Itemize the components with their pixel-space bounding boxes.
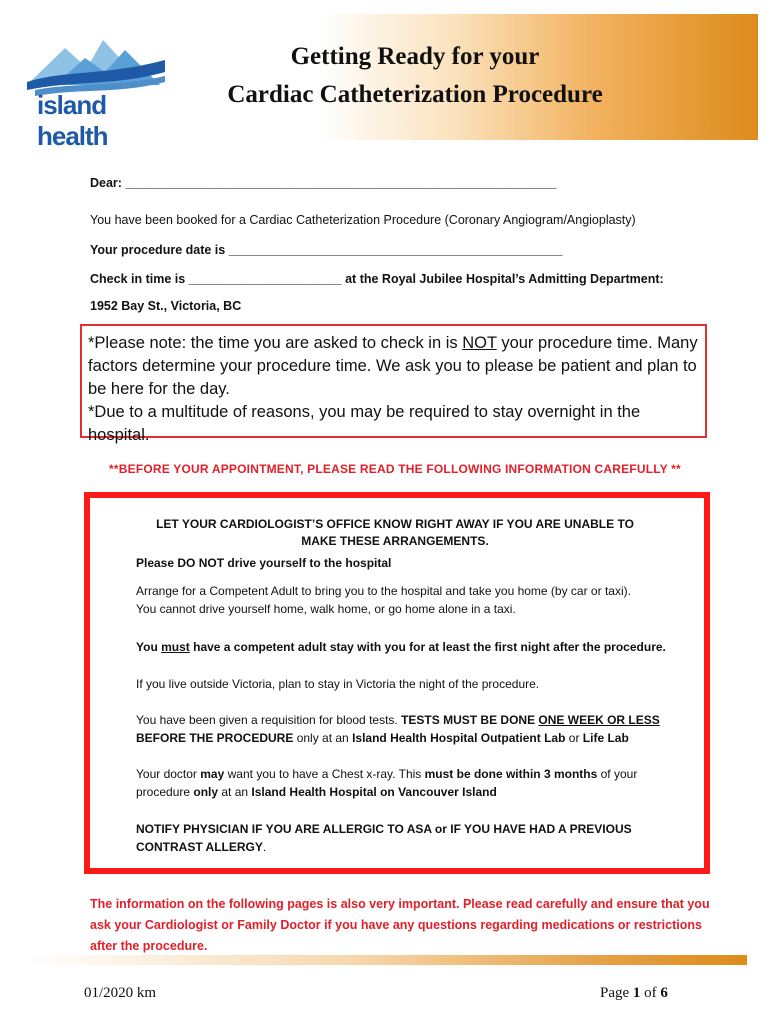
req-mid: only at an [293,731,353,745]
page-word: Page [600,985,633,1001]
note-box [80,324,707,444]
dear-blank[interactable]: ______________________________________________________________ [125,176,557,190]
footer-code: 01/2020 km [84,985,157,1001]
must-text [136,638,706,656]
page-current: 1 [632,985,641,1001]
checkin-line [90,272,664,286]
notify-line-2: CONTRAST ALLERGY [136,840,263,854]
xray-may: may [200,767,225,781]
footer-rule [25,955,747,965]
before-heading: **BEFORE YOUR APPOINTMENT, PLEASE READ THE FOLLOWING INFORMATION CAREFULLY ** [109,462,681,476]
of-word: of [640,985,661,1001]
xray-text [136,765,706,801]
instructions-heading [90,516,700,550]
req-bold2: BEFORE THE PROCEDURE [136,731,294,745]
xray-post: of your [597,767,638,781]
date-line [90,243,562,257]
page-total: 6 [660,985,668,1001]
note-part3: *Due to a multitude of reasons, you may be required to stay overnight in the hospital. [88,403,641,444]
checkin-location: at the Royal Jubilee Hospital’s Admitting Department: [345,272,664,286]
arrange-line-1: Arrange for a Competent Adult to bring you to the hospital and take you home (by car or taxi). [136,584,631,598]
note-part1: *Please note: the time you are asked to check in is [88,334,463,352]
must-post: have a competent adult stay with you for at least the first night after the procedure. [189,640,666,654]
booked-text: You have been booked for a Cardiac Catheterization Procedure (Coronary Angiogram/Angioplasty) [90,213,636,227]
xray-mid: want you to have a Chest x-ray. This [224,767,425,781]
title-line-1: Getting Ready for your [290,43,540,70]
req-or: or [565,731,583,745]
note-part2: your procedure time. Many factors determine your procedure time. We ask you to please be patient and plan to be here for the day. [88,334,698,398]
island-health-logo [25,30,175,151]
address: 1952 Bay St., Victoria, BC [90,299,242,313]
logo-text: island health [37,90,108,151]
no-drive: Please DO NOT drive yourself to the hospital [136,556,392,570]
must-pre: You [136,640,162,654]
dear-label: Dear: [90,176,122,190]
arrange-text [136,582,706,618]
instructions-heading-2: MAKE THESE ARRANGEMENTS. [301,534,489,548]
req-pre: You have been given a requisition for blood tests. [136,713,402,727]
arrange-line-2: You cannot drive yourself home, walk home, or go home alone in a taxi. [136,602,516,616]
req-underline: ONE WEEK OR LESS [538,713,660,727]
instructions-heading-1: LET YOUR CARDIOLOGIST’S OFFICE KNOW RIGHT AWAY IF YOU ARE UNABLE TO [156,517,634,531]
requisition-text [136,711,706,747]
xray-line2b: at an [218,785,252,799]
xray-bold: must be done within 3 months [424,767,598,781]
xray-only: only [193,785,219,799]
notify-line-1: NOTIFY PHYSICIAN IF YOU ARE ALLERGIC TO ASA or IF YOU HAVE HAD A PREVIOUS [136,822,632,836]
req-lab: Island Health Hospital Outpatient Lab [352,731,566,745]
note-not: NOT [462,334,497,352]
page-number [600,985,668,1002]
xray-hosp: Island Health Hospital on Vancouver Island [251,785,497,799]
date-blank[interactable]: ________________________________________________ [228,243,563,257]
checkin-blank[interactable]: ______________________ [188,272,342,286]
notify-end: . [262,840,267,854]
notify-text [136,820,706,856]
date-label: Your procedure date is [90,243,226,257]
closing-text: The information on the following pages is also very important. Please read carefully and ensure that you ask your Cardiologist or Family Doctor if you have any questions regarding medications or restrictions after the procedure. [90,897,710,953]
page-title [190,38,640,114]
xray-pre: Your doctor [136,767,201,781]
must-word: must [161,640,190,654]
checkin-label: Check in time is [90,272,186,286]
outside-text: If you live outside Victoria, plan to stay in Victoria the night of the procedure. [136,677,540,691]
xray-line2a: procedure [136,785,194,799]
dear-line [90,176,556,190]
req-bold: TESTS MUST BE DONE [401,713,539,727]
req-life: Life Lab [582,731,629,745]
title-line-2: Cardiac Catheterization Procedure [227,81,603,108]
